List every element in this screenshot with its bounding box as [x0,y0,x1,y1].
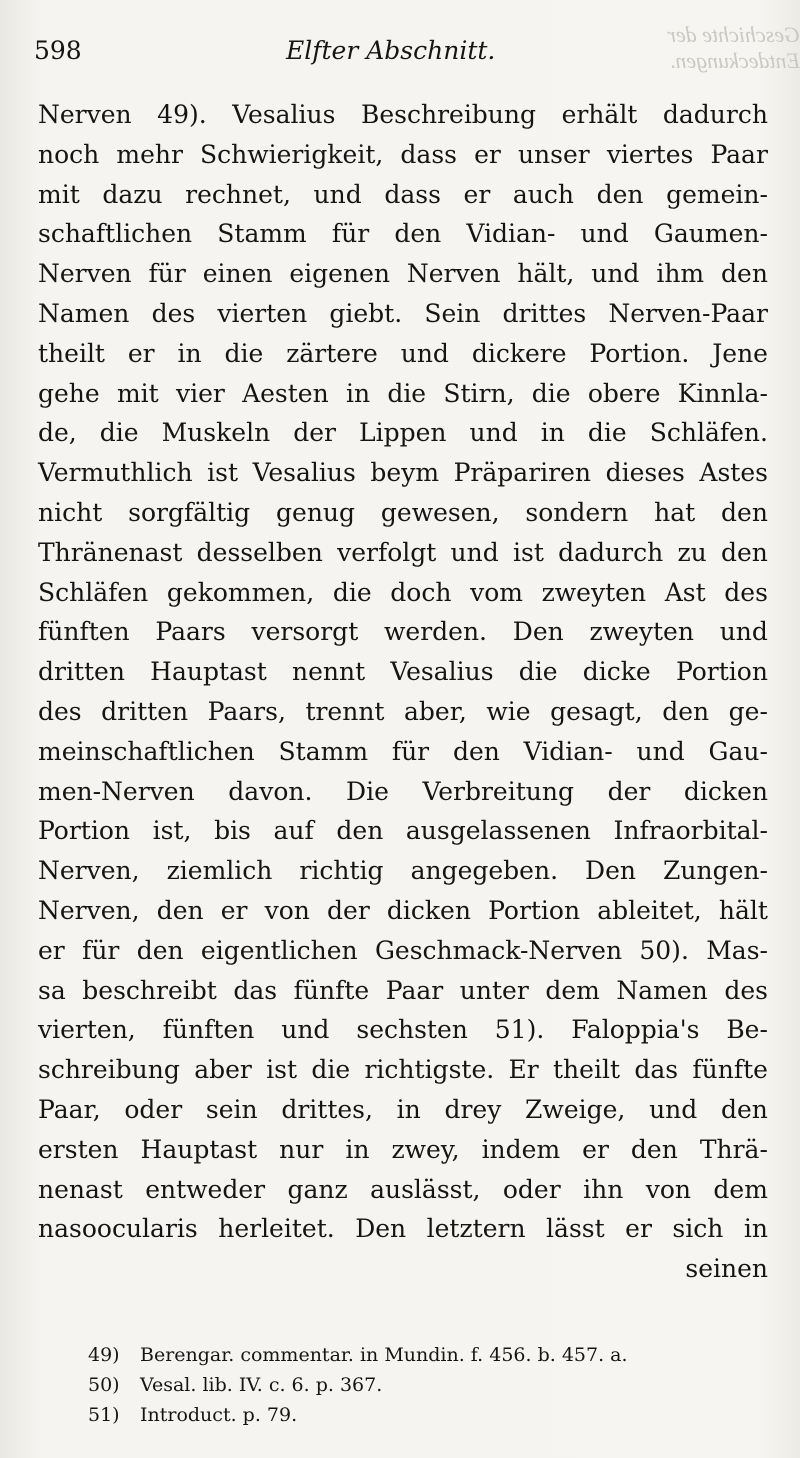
word: doch [390,577,452,607]
word: Paars, [207,696,286,726]
word: oder [502,1174,561,1204]
word: beschreibt [82,975,217,1005]
text-line [38,971,768,1011]
text-line [38,931,768,971]
footnote-text: Berengar. commentar. in Mundin. f. 456. b. 457. a. [140,1344,628,1366]
word: auslässt, [370,1174,481,1204]
word: von [264,895,310,925]
word: der [327,895,370,925]
word: gehe [38,378,100,408]
word: noch [38,139,100,169]
word: Paar [710,139,768,169]
word: in [396,1094,421,1124]
text-line [38,334,768,374]
word: genug [276,497,356,527]
footnote-text: Vesal. lib. IV. c. 6. p. 367. [140,1374,383,1396]
word: Astes [699,458,768,488]
word: Jene [712,338,768,368]
word: einen [202,259,273,289]
word: zweyten [589,617,694,647]
word: sondern [525,497,629,527]
word: lässt [546,1214,605,1244]
word: von [645,1174,691,1204]
text-line [38,1010,768,1050]
word: Den [355,1214,407,1244]
text-line [38,533,768,573]
word: und [719,617,768,647]
word: in [540,418,565,448]
word: Paar, [38,1094,101,1124]
word: dass [400,139,457,169]
word: ableitet, [597,895,702,925]
word: Be- [726,1015,768,1045]
word: mit [116,378,159,408]
word: trennt [305,696,385,726]
word: ihm [656,259,705,289]
word: für [391,736,430,766]
word: angegeben. [410,856,559,886]
word: herleitet. [218,1214,335,1244]
word: der [607,776,651,806]
word: Gaumen- [653,219,768,249]
text-line [38,891,768,931]
word: und [649,1094,698,1124]
word: die [311,1055,351,1085]
word: für [82,935,120,965]
word: Namen [38,298,130,328]
word: schaftlichen [38,219,193,249]
word: nur [279,1134,324,1164]
word: ist [513,537,544,567]
word: entweder [145,1174,266,1204]
word: Faloppia's [571,1015,700,1045]
word: drey [444,1094,502,1124]
word: den [721,497,768,527]
word: und [591,259,640,289]
word: Die [346,776,389,806]
word: Geschmack-Nerven [374,935,623,965]
text-line [38,612,768,652]
word: Nerven, [38,856,140,886]
word: hält [718,895,768,925]
text-line [38,851,768,891]
word: die [587,418,627,448]
word: vierten [217,298,308,328]
word: er [625,1214,652,1244]
word: drittes [502,298,587,328]
word: Vesalius [390,657,494,687]
word: men-Nerven [38,776,195,806]
word: dazu [102,179,163,209]
word: fünften [38,617,130,647]
page-number: 598 [34,36,82,65]
word: Zweige, [525,1094,626,1124]
word: sich [672,1214,724,1244]
word: eigenen [289,259,390,289]
word: dieses [605,458,685,488]
word: den [720,1094,768,1124]
word: Nerven [38,259,132,289]
word: das [634,1055,679,1085]
word: und [400,338,449,368]
word: fünften [162,1015,255,1045]
footnote-number: 51) [88,1404,120,1426]
word: der [293,418,336,448]
word: des [38,696,82,726]
word: Aesten [242,378,329,408]
word: Vermuthlich [38,458,193,488]
word: hält, [517,259,575,289]
word: des [724,577,768,607]
word: Den [512,617,564,647]
word: eigentlichen [200,935,358,965]
word: Kinnla- [677,378,768,408]
word: dadurch [558,537,664,567]
word: gemein- [666,179,768,209]
word: er [220,895,248,925]
word: ge- [728,696,768,726]
text-line [38,732,768,772]
word: sein [205,1094,258,1124]
word: den [630,1134,678,1164]
word: Paar [385,975,444,1005]
word: Hauptast [150,657,267,687]
word: ausgelassenen [405,816,591,846]
word: auf [273,816,314,846]
word: des [151,298,196,328]
word: meinschaftlichen [38,736,255,766]
word: Hauptast [140,1134,258,1164]
word: ersten [38,1134,119,1164]
word: für [148,259,186,289]
word: zwey, [391,1134,460,1164]
word: Portion [675,657,768,687]
word: mit [38,179,80,209]
footnote-number: 50) [88,1374,120,1396]
word: desselben [196,537,323,567]
word: vierten, [38,1015,136,1045]
word: ist [266,1055,298,1085]
word: zärtere [286,338,378,368]
word: Vidian- [523,736,613,766]
word: Thrä- [699,1134,768,1164]
word: Nerven [38,100,132,129]
text-line [38,294,768,334]
word: nicht [38,497,103,527]
text-line [38,692,768,732]
text-line [38,652,768,692]
word: gekommen, [166,577,315,607]
text-line [38,374,768,414]
word: 49). [157,100,207,129]
footnote [88,1370,778,1400]
word: oder [124,1094,183,1124]
word: Schläfen. [649,418,768,448]
word: aber, [404,696,467,726]
page-header [34,28,754,68]
body-text [38,95,768,1289]
word: Vesalius [252,458,356,488]
text-line [38,214,768,254]
word: erhält [561,100,638,129]
word: Stamm [278,736,369,766]
word: wie [486,696,531,726]
word: fünfte [692,1055,768,1085]
word: nenast [38,1174,123,1204]
word: Nerven-Paar [608,298,768,328]
word: obere [587,378,661,408]
word: schreibung [38,1055,180,1085]
word: versorgt [251,617,359,647]
word: den [136,935,184,965]
word: in [743,1214,768,1244]
word: den [452,736,500,766]
word: den [336,816,384,846]
running-head: Elfter Abschnitt. [286,36,496,65]
word: beym [370,458,440,488]
word: dritten [101,696,189,726]
text-line [38,573,768,613]
text-line [38,1090,768,1130]
word: vier [175,378,225,408]
word: in [345,1134,370,1164]
text-line [38,175,768,215]
word: Vesalius [232,100,336,129]
word: richtigste. [364,1055,495,1085]
word: 51). [494,1015,545,1045]
word: Portion [38,816,131,846]
word: zu [677,537,707,567]
word: Stirn, [443,378,515,408]
word: und [580,219,629,249]
word: indem [481,1134,561,1164]
word: ziemlich [166,856,273,886]
word: Mas- [706,935,768,965]
word: gesagt, [550,696,643,726]
word: zweyten [541,577,647,607]
word: das [233,975,278,1005]
word: dicken [683,776,768,806]
text-line [38,772,768,812]
text-line [38,135,768,175]
word: drittes, [281,1094,373,1124]
word: Nerven, [38,895,140,925]
word: und [281,1015,330,1045]
text-line [38,453,768,493]
word: Vidian- [466,219,556,249]
word: den [394,219,442,249]
word: die [387,378,427,408]
word: 50). [639,935,689,965]
word: ihn [583,1174,624,1204]
word: Gau- [708,736,768,766]
word: Thränenast [38,537,183,567]
word: den [596,179,644,209]
word: Portion [488,895,581,925]
word: rechnet, [185,179,291,209]
word: vom [470,577,523,607]
word: viertes [606,139,694,169]
word: ist [207,458,239,488]
word: mehr [116,139,183,169]
word: des [724,975,768,1005]
word: die [518,657,558,687]
word: nennt [292,657,366,687]
word: er [127,338,155,368]
text-line [38,811,768,851]
word: unser [517,139,590,169]
word: die [224,338,264,368]
word: Lippen [359,418,447,448]
word: theilt [553,1055,620,1085]
footnotes [88,1340,778,1430]
word: giebt. [329,298,403,328]
word: de, [38,418,77,448]
word: dicken [386,895,471,925]
word: den [721,259,768,289]
word: Muskeln [161,418,271,448]
word: Den [585,856,636,886]
word: fünfte [293,975,370,1005]
word: dem [545,975,600,1005]
word: bis [214,816,251,846]
word: dem [713,1174,768,1204]
word: Sein [424,298,481,328]
word: er [474,139,501,169]
footnote-text: Introduct. p. 79. [140,1404,298,1426]
word: die [531,378,571,408]
word: und [313,179,362,209]
word: verfolgt [337,537,437,567]
word: Verbreitung [422,776,574,806]
word: den [662,696,710,726]
word: ganz [287,1174,348,1204]
word: Ast [664,577,706,607]
word: er [582,1134,609,1164]
word: Paars [155,617,226,647]
word: letztern [426,1214,526,1244]
word: dickere [471,338,567,368]
text-line [38,1130,768,1170]
word: Schläfen [38,577,149,607]
word: nasoocularis [38,1214,198,1244]
word: den [721,537,768,567]
word: den [156,895,204,925]
word: die [332,577,372,607]
word: Stamm [217,219,307,249]
word: ist, [152,816,192,846]
word: Portion. [589,338,690,368]
word: Infraorbital- [613,816,768,846]
word: unter [459,975,529,1005]
word: und [469,418,518,448]
word: er [38,935,65,965]
footnote [88,1340,778,1370]
text-line [38,493,768,533]
word: werden. [384,617,488,647]
word: dass [384,179,441,209]
word: sechsten [356,1015,468,1045]
word: er [463,179,491,209]
text-line [38,1209,768,1249]
word: gewesen, [380,497,500,527]
word: und [636,736,685,766]
word: Schwierigkeit, [200,139,384,169]
word: in [345,378,371,408]
word: Nerven [406,259,501,289]
text-line [38,1170,768,1210]
text-line [38,95,768,135]
word: dadurch [662,100,768,129]
text-line [38,254,768,294]
word: Namen [616,975,708,1005]
word: Beschreibung [360,100,537,129]
word: auch [512,179,574,209]
word: hat [654,497,696,527]
word: in [177,338,202,368]
word: Präpariren [453,458,591,488]
word: richtig [299,856,384,886]
word: die [99,418,139,448]
catchword: seinen [685,1254,768,1284]
word: Zungen- [663,856,768,886]
text-line [38,413,768,453]
word: Er [508,1055,539,1085]
word: und [450,537,499,567]
bleed-through-text: Geschichte der Entdeckungen. [667,22,800,73]
word: dritten [38,657,125,687]
footnote [88,1400,778,1430]
word: sorgfältig [128,497,251,527]
footnote-number: 49) [88,1344,120,1366]
word: dicke [582,657,651,687]
word: sa [38,975,66,1005]
word: davon. [228,776,313,806]
word: theilt [38,338,105,368]
word: für [331,219,370,249]
word: aber [194,1055,252,1085]
text-line [38,1050,768,1090]
